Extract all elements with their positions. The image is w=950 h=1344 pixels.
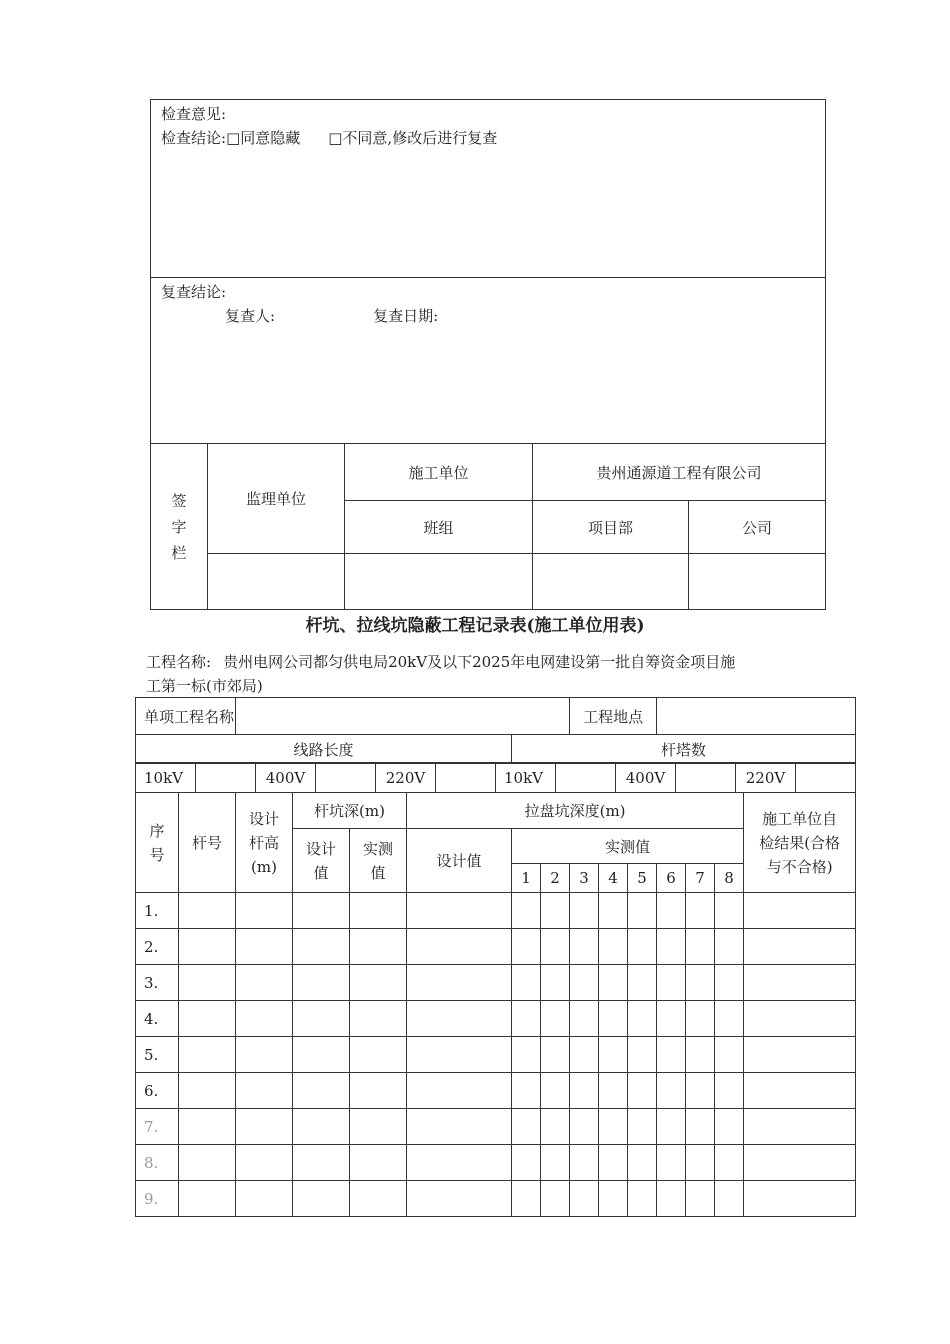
anchor-measured-header: 实测值 (512, 829, 744, 864)
tower-10kv-value (556, 763, 616, 793)
inspection-table (150, 99, 826, 610)
row-cell (407, 1037, 512, 1073)
row-cell (179, 1181, 236, 1217)
table-row (136, 1145, 856, 1181)
self-check-header (744, 793, 856, 893)
line-220v-value (436, 763, 496, 793)
row-cell (657, 1181, 686, 1217)
data-rows (136, 893, 856, 1217)
project-dept-label: 项目部 (533, 501, 689, 554)
company-name: 贵州通源道工程有限公司 (533, 444, 826, 501)
row-cell (350, 1037, 407, 1073)
row-cell (599, 1181, 628, 1217)
measure-col-6: 6 (657, 864, 686, 893)
tower-400v-label: 400V (616, 763, 676, 793)
team-label: 班组 (345, 501, 533, 554)
supervisor-label: 监理单位 (208, 444, 345, 554)
row-cell (236, 1181, 293, 1217)
row-cell (512, 1181, 541, 1217)
seq-header-1: 序 (149, 821, 165, 840)
tower-220v-value (796, 763, 856, 793)
pit-design-header (293, 829, 350, 893)
design-height-2: 杆高 (248, 833, 279, 852)
measure-col-5: 5 (628, 864, 657, 893)
row-cell (541, 893, 570, 929)
row-cell (236, 1109, 293, 1145)
row-cell (293, 1145, 350, 1181)
row-cell (628, 1181, 657, 1217)
row-cell (686, 1073, 715, 1109)
row-cell (715, 929, 744, 965)
row-cell (350, 1145, 407, 1181)
row-cell (599, 965, 628, 1001)
row-cell (657, 929, 686, 965)
row-cell (599, 929, 628, 965)
row-cell (350, 893, 407, 929)
row-cell (350, 929, 407, 965)
row-cell (744, 1037, 856, 1073)
row-cell (715, 1037, 744, 1073)
row-cell (541, 1073, 570, 1109)
measure-col-2: 2 (541, 864, 570, 893)
row-cell (541, 1145, 570, 1181)
row-cell (407, 965, 512, 1001)
row-cell (570, 1181, 599, 1217)
row-number: 2. (136, 929, 179, 965)
row-cell (570, 1109, 599, 1145)
row-cell (628, 893, 657, 929)
project-location-label: 工程地点 (570, 698, 657, 735)
row-cell (715, 1073, 744, 1109)
row-number: 8. (136, 1145, 179, 1181)
pole-no-header: 杆号 (179, 793, 236, 893)
row-cell (744, 1001, 856, 1037)
row-cell (570, 1001, 599, 1037)
line-length-label: 线路长度 (136, 735, 512, 764)
row-cell (179, 1073, 236, 1109)
row-cell (179, 1145, 236, 1181)
row-cell (179, 929, 236, 965)
team-sign (345, 554, 533, 610)
single-project-value (236, 698, 570, 735)
anchor-design-header: 设计值 (407, 829, 512, 893)
row-cell (236, 929, 293, 965)
row-cell (657, 965, 686, 1001)
row-cell (293, 929, 350, 965)
row-cell (628, 1073, 657, 1109)
row-cell (293, 1181, 350, 1217)
option-disagree: □不同意,修改后进行复查 (328, 129, 498, 147)
recheck-cell (151, 278, 826, 444)
row-cell (236, 1145, 293, 1181)
pit-depth-header: 杆坑深(m) (293, 793, 407, 829)
row-cell (715, 965, 744, 1001)
row-number: 6. (136, 1073, 179, 1109)
table-row (136, 893, 856, 929)
table-row (136, 1001, 856, 1037)
anchor-depth-header: 拉盘坑深度(m) (407, 793, 744, 829)
pit-design-2: 值 (313, 863, 329, 882)
table-row (136, 1037, 856, 1073)
row-cell (744, 1181, 856, 1217)
row-cell (570, 1073, 599, 1109)
row-cell (570, 965, 599, 1001)
row-cell (179, 1109, 236, 1145)
row-cell (541, 929, 570, 965)
tower-10kv-label: 10kV (496, 763, 556, 793)
company-label: 公司 (689, 501, 826, 554)
row-cell (541, 1037, 570, 1073)
row-cell (744, 893, 856, 929)
row-cell (570, 1037, 599, 1073)
measure-col-8: 8 (715, 864, 744, 893)
row-cell (657, 893, 686, 929)
row-cell (512, 1001, 541, 1037)
seq-header (136, 793, 179, 893)
design-height-header (236, 793, 293, 893)
line-220v-label: 220V (376, 763, 436, 793)
project-name-line2: 工第一标(市郊局) (146, 677, 263, 695)
row-cell (686, 1181, 715, 1217)
option-agree: □同意隐藏 (226, 129, 301, 147)
row-cell (293, 965, 350, 1001)
row-cell (541, 965, 570, 1001)
voltage-row (135, 762, 856, 793)
row-cell (407, 1073, 512, 1109)
row-cell (541, 1001, 570, 1037)
row-cell (628, 1145, 657, 1181)
recheck-line (161, 304, 815, 328)
row-cell (657, 1073, 686, 1109)
tower-220v-label: 220V (736, 763, 796, 793)
row-cell (350, 1073, 407, 1109)
row-cell (541, 1109, 570, 1145)
row-number: 7. (136, 1109, 179, 1145)
row-cell (407, 1001, 512, 1037)
row-cell (179, 893, 236, 929)
recheck-date-label: 复查日期: (373, 307, 439, 325)
row-cell (541, 1181, 570, 1217)
rechecker-label: 复查人: (225, 307, 276, 325)
project-dept-sign (533, 554, 689, 610)
row-number: 9. (136, 1181, 179, 1217)
row-cell (512, 1073, 541, 1109)
design-height-3: (m) (251, 857, 277, 876)
row-cell (293, 1037, 350, 1073)
pit-measured-header (350, 829, 407, 893)
row-cell (599, 1073, 628, 1109)
row-cell (350, 1109, 407, 1145)
row-cell (293, 893, 350, 929)
sign-column-label: 签字栏 (171, 491, 187, 562)
inspection-opinion-cell (151, 100, 826, 278)
row-cell (657, 1109, 686, 1145)
row-cell (628, 1001, 657, 1037)
row-cell (628, 1109, 657, 1145)
row-cell (407, 929, 512, 965)
table-row (136, 929, 856, 965)
row-cell (744, 1073, 856, 1109)
row-cell (512, 1145, 541, 1181)
row-cell (715, 1109, 744, 1145)
row-cell (293, 1109, 350, 1145)
row-cell (570, 893, 599, 929)
row-cell (236, 1073, 293, 1109)
row-cell (512, 1109, 541, 1145)
inspect-opinion-label: 检查意见: (161, 105, 227, 123)
row-cell (744, 1109, 856, 1145)
row-cell (407, 1145, 512, 1181)
table-row (136, 1073, 856, 1109)
row-cell (744, 1145, 856, 1181)
constructor-label: 施工单位 (345, 444, 533, 501)
row-cell (236, 1001, 293, 1037)
record-table (135, 697, 856, 764)
row-cell (686, 1145, 715, 1181)
row-cell (512, 965, 541, 1001)
design-height-1: 设计 (248, 809, 279, 828)
measure-col-1: 1 (512, 864, 541, 893)
measure-col-4: 4 (599, 864, 628, 893)
line-400v-label: 400V (256, 763, 316, 793)
tower-400v-value (676, 763, 736, 793)
row-cell (686, 893, 715, 929)
row-cell (350, 965, 407, 1001)
line-400v-value (316, 763, 376, 793)
row-cell (236, 965, 293, 1001)
pit-measured-2: 值 (370, 863, 386, 882)
row-cell (744, 929, 856, 965)
row-cell (715, 893, 744, 929)
sign-column (151, 444, 208, 610)
row-cell (179, 1037, 236, 1073)
recheck-conclusion-label: 复查结论: (161, 283, 227, 301)
row-cell (686, 1037, 715, 1073)
row-cell (570, 1145, 599, 1181)
row-number: 1. (136, 893, 179, 929)
row-cell (236, 893, 293, 929)
row-cell (599, 893, 628, 929)
row-cell (512, 1037, 541, 1073)
row-cell (512, 929, 541, 965)
pit-design-1: 设计 (305, 839, 336, 858)
table-row (136, 1109, 856, 1145)
row-cell (512, 893, 541, 929)
pit-measured-1: 实测 (362, 839, 393, 858)
row-cell (628, 1037, 657, 1073)
row-cell (628, 965, 657, 1001)
single-project-label: 单项工程名称 (136, 698, 236, 735)
row-cell (686, 1109, 715, 1145)
line-10kv-value (196, 763, 256, 793)
tower-count-label: 杆塔数 (512, 735, 856, 764)
row-number: 5. (136, 1037, 179, 1073)
inspect-conclusion-label: 检查结论: (161, 129, 227, 147)
row-cell (628, 929, 657, 965)
row-cell (599, 1037, 628, 1073)
table-row (136, 1181, 856, 1217)
project-location-value (657, 698, 856, 735)
row-cell (599, 1145, 628, 1181)
row-cell (179, 1001, 236, 1037)
line-10kv-label: 10kV (136, 763, 196, 793)
row-cell (570, 929, 599, 965)
inspect-conclusion-line (161, 126, 815, 150)
row-cell (407, 1109, 512, 1145)
row-cell (599, 1001, 628, 1037)
row-cell (599, 1109, 628, 1145)
form-title: 杆坑、拉线坑隐蔽工程记录表(施工单位用表) (305, 616, 645, 636)
row-cell (350, 1181, 407, 1217)
row-cell (744, 965, 856, 1001)
self-check-2: 检结果(合格 (759, 833, 841, 852)
row-cell (657, 1145, 686, 1181)
row-cell (715, 1145, 744, 1181)
row-cell (686, 1001, 715, 1037)
project-label: 工程名称: (146, 653, 212, 671)
project-name-line1: 贵州电网公司都匀供电局20kV及以下2025年电网建设第一批自筹资金项目施 (223, 653, 736, 671)
measure-col-7: 7 (686, 864, 715, 893)
seq-header-2: 号 (149, 845, 165, 864)
row-cell (686, 929, 715, 965)
record-grid (135, 792, 856, 1217)
company-sign (689, 554, 826, 610)
measure-col-3: 3 (570, 864, 599, 893)
row-cell (715, 1001, 744, 1037)
row-cell (715, 1181, 744, 1217)
project-name (146, 650, 816, 698)
row-cell (293, 1073, 350, 1109)
row-cell (350, 1001, 407, 1037)
row-cell (407, 1181, 512, 1217)
row-number: 4. (136, 1001, 179, 1037)
row-cell (407, 893, 512, 929)
supervisor-sign (208, 554, 345, 610)
self-check-1: 施工单位自 (762, 809, 838, 828)
row-cell (657, 1001, 686, 1037)
row-cell (686, 965, 715, 1001)
row-cell (657, 1037, 686, 1073)
row-cell (179, 965, 236, 1001)
self-check-3: 与不合格) (766, 857, 833, 876)
table-row (136, 965, 856, 1001)
row-cell (236, 1037, 293, 1073)
row-number: 3. (136, 965, 179, 1001)
row-cell (293, 1001, 350, 1037)
